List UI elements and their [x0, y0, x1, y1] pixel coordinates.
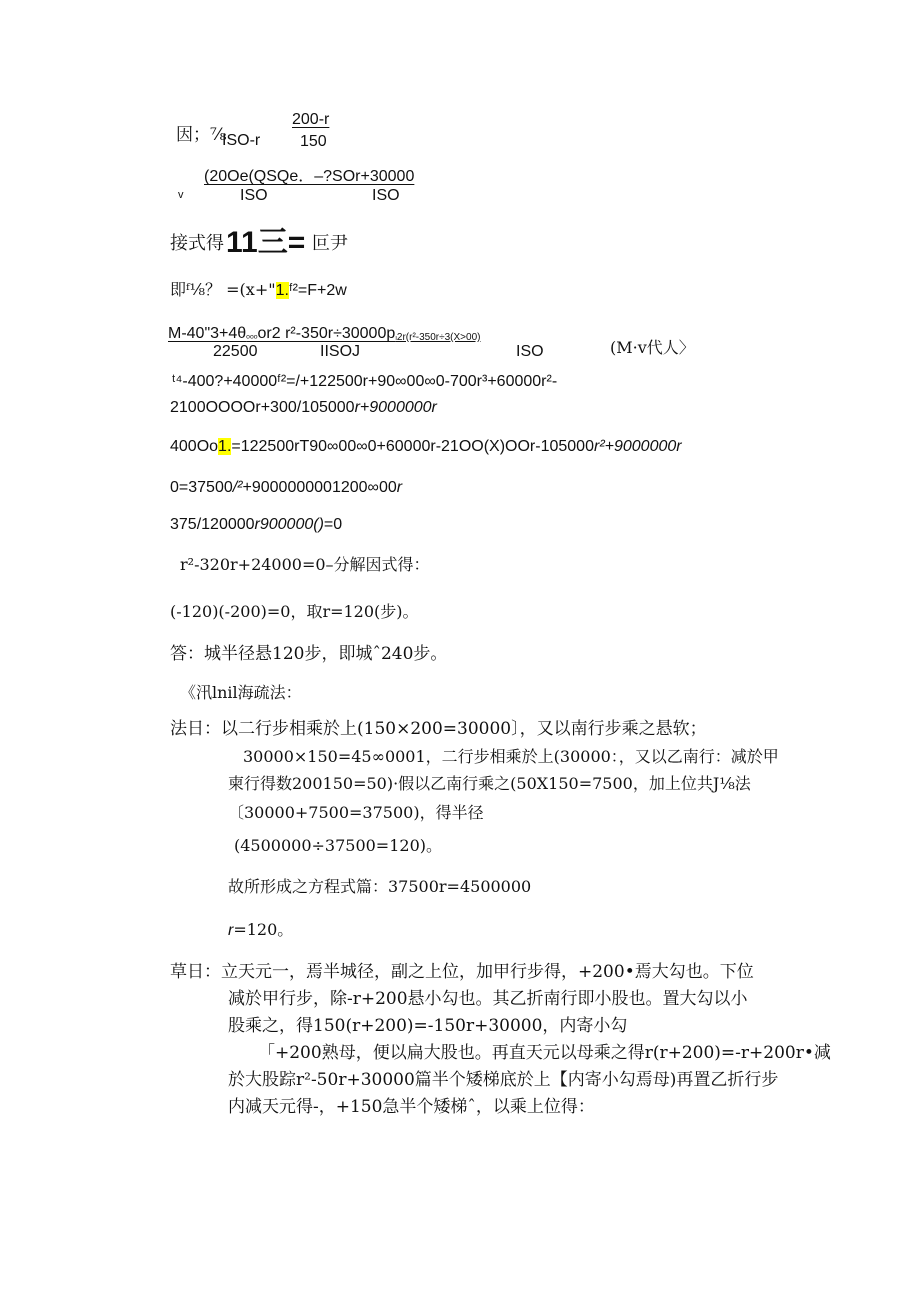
eq-line-3-prefix: 接式得 [170, 233, 224, 254]
eq-line-10-a: 375/120000 [170, 516, 255, 533]
eq-line-5-num-a: M-40"3+4θ [168, 325, 247, 342]
eq-line-11: r²-320r+24000=0–分解因式得： [180, 555, 430, 574]
eq-line-1-numerator: 200-r [292, 111, 330, 128]
eq-line-2-mark: v [178, 189, 184, 201]
eq-line-2-denominator-a: ISO [240, 187, 268, 204]
draft-line-5: 於大股踪r²-50r+30000篇半个矮梯底於上【内寄小勾焉母)再置乙折行步 [228, 1070, 779, 1090]
eq-line-5-num-b: or2 r²-350r÷30000p [257, 325, 396, 342]
eq-line-9-d: r [396, 479, 403, 496]
highlight-mark: 1. [275, 282, 289, 299]
eq-line-10-c: =0 [323, 516, 343, 533]
method-line-1: 法日：以二行步相乘於上(150×200=30000〕，又以南行步乘之悬软； [170, 719, 707, 739]
method-line-7 [228, 920, 293, 941]
method-line-7-val: =120。 [233, 920, 294, 939]
eq-line-6: ᵗ⁴-400?+40000ᶠ²=/+122500r+90∞00∞0-700r³+60000r²- [172, 373, 558, 390]
eq-line-4-b: ᶠ²=F+2w [288, 282, 347, 299]
method-line-2: 30000×150=45∞0001，二行步相乘於上(30000：，又以乙南行：减於甲 [243, 747, 779, 766]
eq-line-10 [170, 515, 342, 535]
draft-line-1: 草日：立天元一，焉半城径，副之上位，加甲行步得，+200•焉大勾也。下位 [170, 962, 754, 982]
eq-line-5-note: (M·v代人〉 [610, 338, 695, 357]
eq-line-9-b: /² [232, 479, 243, 496]
eq-line-5-denominator-a: 22500 [213, 343, 258, 360]
eq-line-1-term: ISO-r [222, 132, 261, 149]
eq-line-8 [170, 437, 682, 457]
eq-line-1-denominator: 150 [300, 133, 327, 150]
eq-line-7-a: 2100OOOOr+300/105000 [170, 399, 355, 416]
eq-line-9-a: 0=37500 [170, 479, 233, 496]
eq-line-5-sub: ₒₒₒ [246, 330, 258, 341]
eq-line-3-suffix: 叵尹 [312, 233, 348, 254]
draft-line-4: 「+200熟母，便以扁大股也。再直天元以母乘之得r(r+200)=-r+200r•减 [258, 1043, 831, 1063]
eq-line-5-denominator-b: IISOJ [320, 343, 361, 360]
eq-line-10-b: r900000() [254, 516, 324, 533]
eq-line-9 [170, 478, 402, 498]
method-line-7-var: r [228, 922, 234, 939]
eq-line-1-prefix: 因；⅞ [176, 125, 227, 145]
method-line-6: 故所形成之方程式篇：37500r=4500000 [228, 877, 532, 896]
eq-line-2-denominator-b: ISO [372, 187, 400, 204]
method-line-5: (4500000÷37500=120)。 [234, 836, 442, 855]
eq-line-8-b: =122500rT90∞00∞0+60000r-21OO(X)OOr-105000 [231, 438, 594, 455]
eq-line-5-denominator-c: ISO [516, 343, 544, 360]
eq-line-8-a: 400Oo [170, 438, 219, 455]
draft-line-3: 股乘之，得150(r+200)=-150r+30000，内寄小勾 [228, 1016, 628, 1036]
answer-line: 答：城半径悬120步，即城ˆ240步。 [170, 644, 448, 664]
draft-line-2: 减於甲行步，除-r+200悬小勾也。其乙折南行即小股也。置大勾以小 [228, 989, 748, 1009]
section-heading: 《汛lnil海疏法： [180, 683, 302, 702]
method-line-3: 柬行得数200150=50)·假以乙南行乘之(50X150=7500，加上位共J⅛法 [228, 774, 751, 793]
eq-line-4 [170, 280, 347, 301]
method-line-4: 〔30000+7500=37500)，得半径 [228, 803, 484, 822]
eq-line-9-c: +9000000001200∞00 [242, 479, 397, 496]
eq-line-2-numerator: (20Oe(QSQe．–?SOr+30000 [204, 168, 415, 185]
draft-line-6: 内减天元得-，+150急半个矮梯ˆ，以乘上位得： [228, 1097, 595, 1117]
highlight-mark: 1. [218, 438, 232, 455]
eq-line-12: (-120)(-200)=0，取r=120(步)。 [170, 602, 419, 621]
eq-line-7 [170, 398, 437, 418]
eq-line-3-main: 11三= [226, 226, 306, 259]
eq-line-5-num-c: ₗ2r(r²-350r÷3(X>00) [395, 332, 481, 343]
eq-line-7-b: r+9000000r [354, 399, 437, 416]
eq-line-4-a: 即ᶠ⅛？ =(x+" [170, 280, 276, 299]
eq-line-8-c: r²+9000000r [593, 438, 682, 455]
